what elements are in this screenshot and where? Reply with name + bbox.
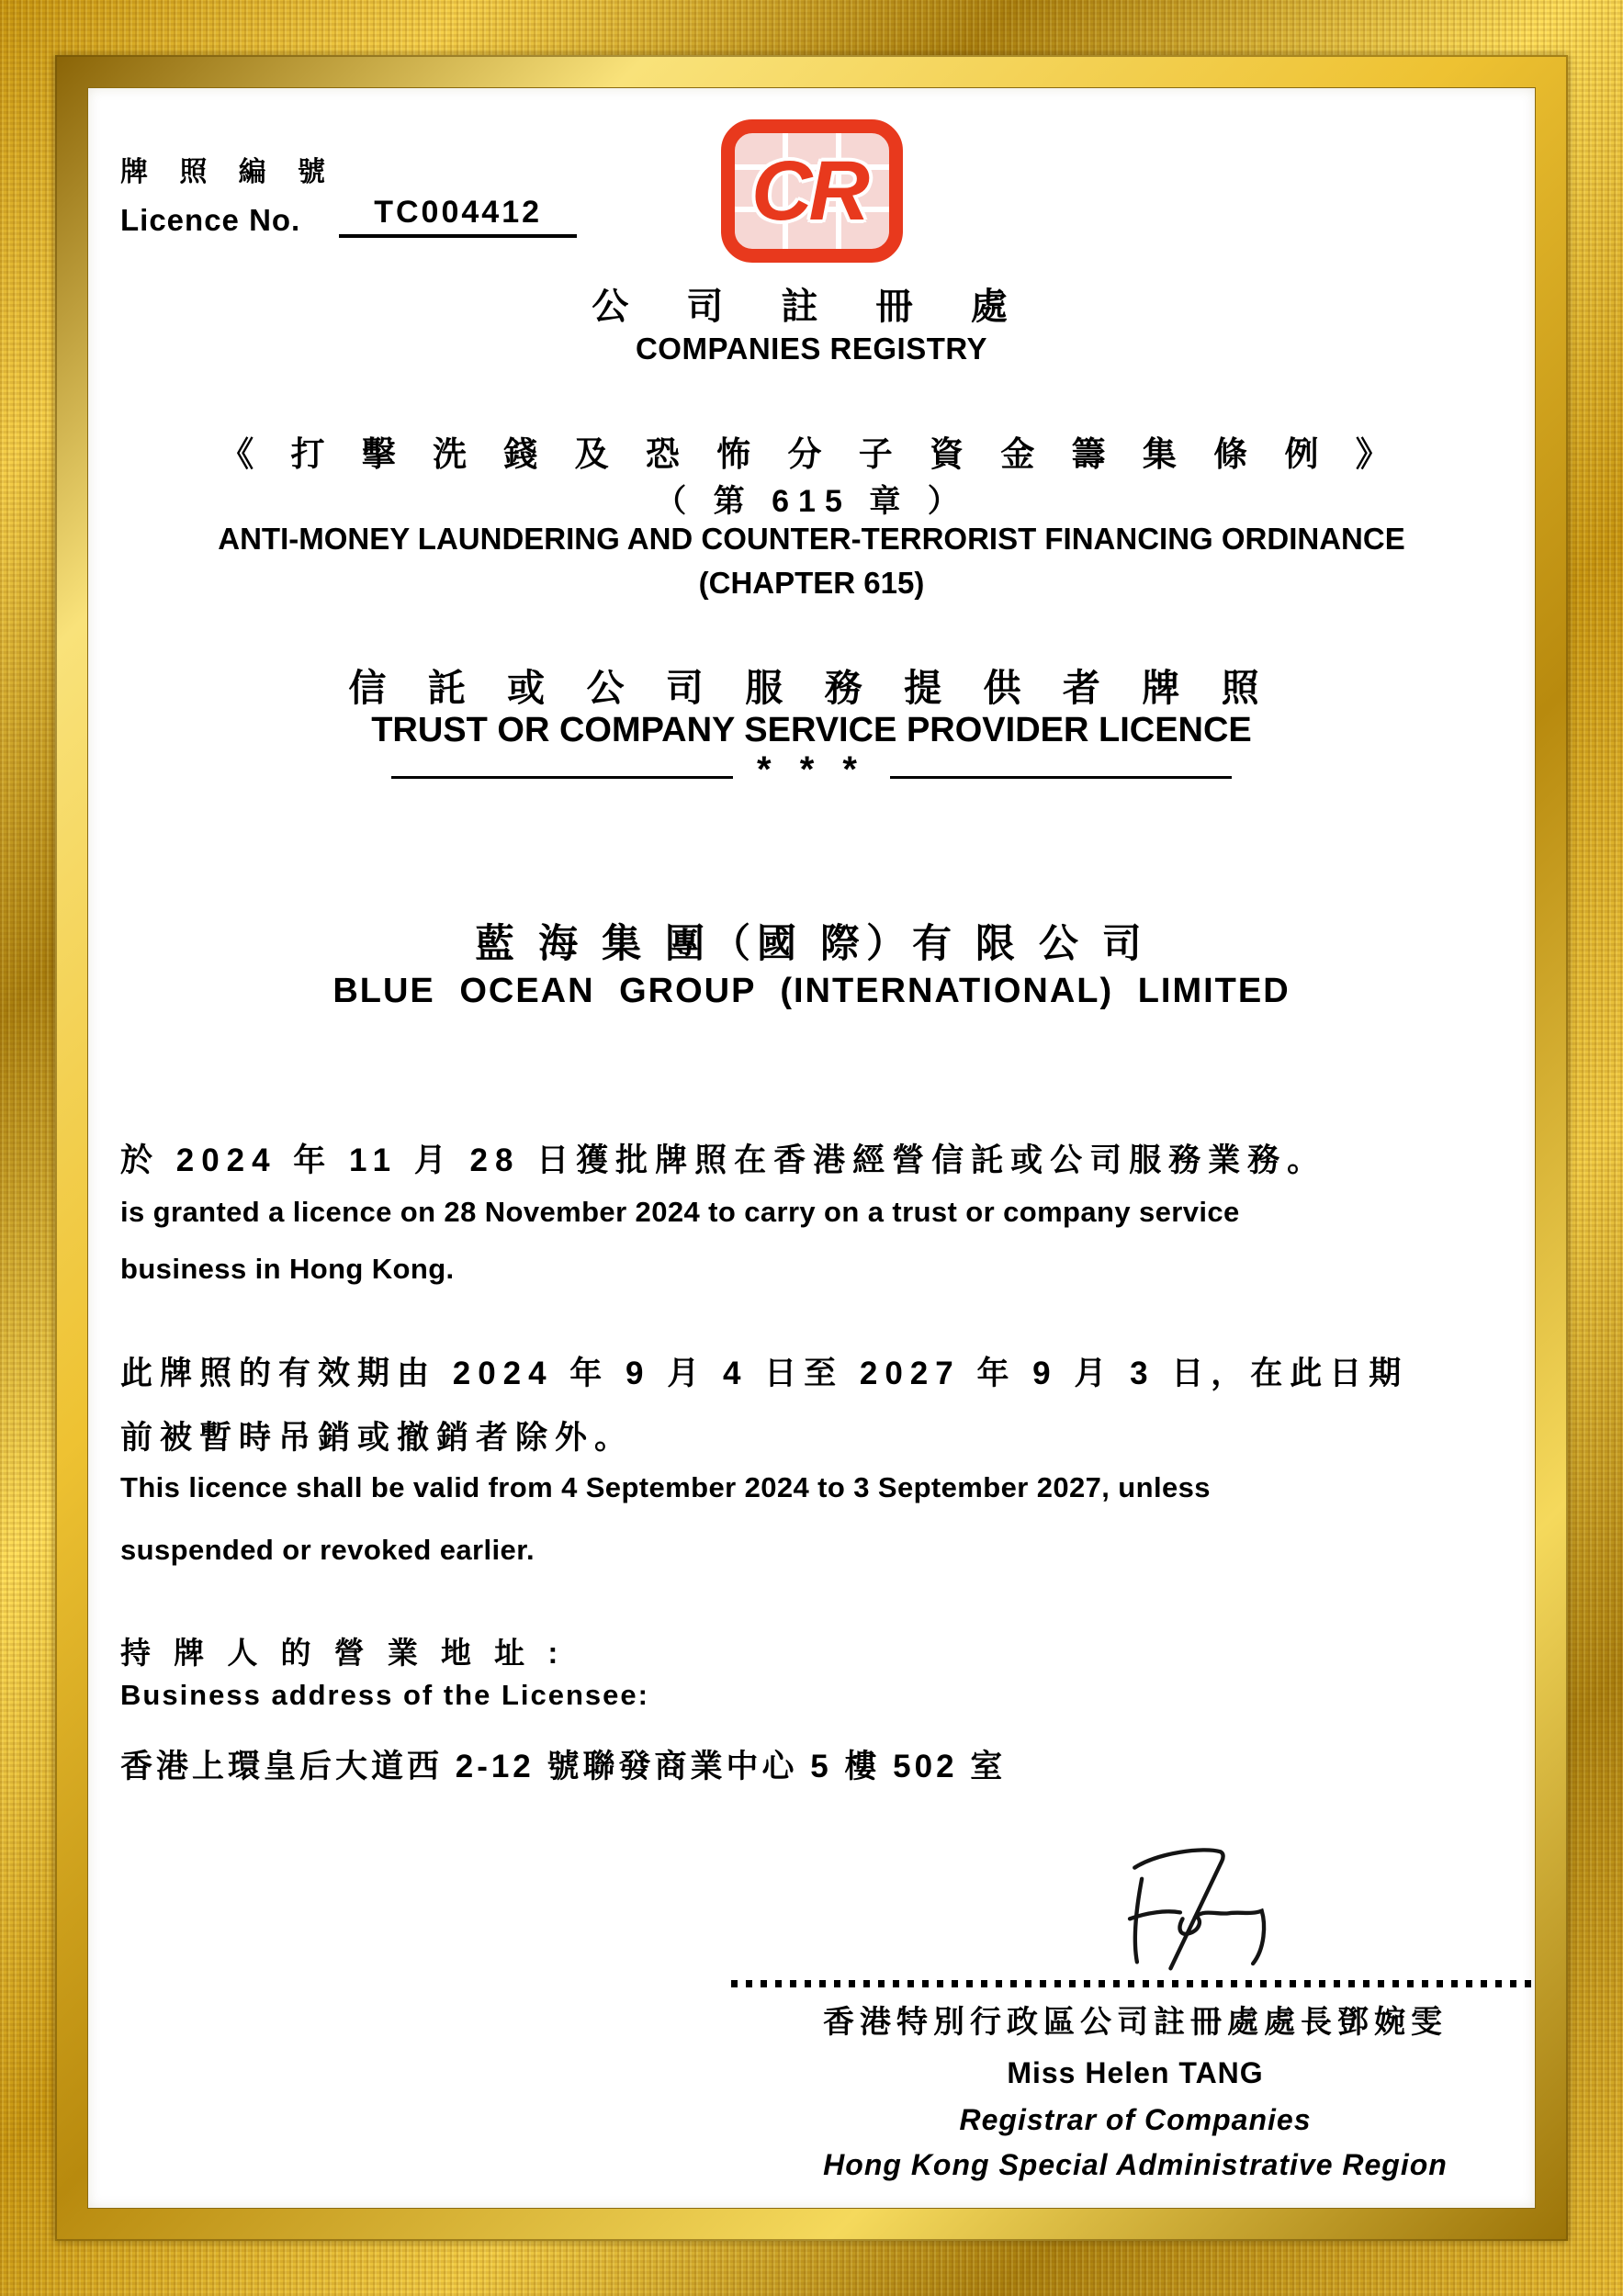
signature-image — [1085, 1840, 1287, 1976]
licence-number-label-zh: 牌 照 編 號 — [120, 157, 338, 187]
divider-line-left — [391, 776, 733, 779]
registrar-region: Hong Kong Special Administrative Region — [823, 2148, 1448, 2181]
signatory-block — [731, 1840, 1539, 2182]
licence-title-en: TRUST OR COMPANY SERVICE PROVIDER LICENCE — [371, 711, 1252, 749]
ordinance-chapter-zh-open: （ 第 — [655, 484, 754, 519]
registrar-title-zh: 香港特別行政區公司註冊處處長鄧婉雯 — [823, 2005, 1448, 2040]
validity-paragraph-zh-line2: 前被暫時吊銷或撤銷者除外。 — [120, 1420, 635, 1456]
signature-dotted-line — [731, 1980, 1539, 1987]
validity-paragraph-zh-line1: 此牌照的有效期由 2024 年 9 月 4 日至 2027 年 9 月 3 日，在此日期 — [120, 1356, 1409, 1391]
validity-paragraph-en-line2: suspended or revoked earlier. — [120, 1534, 535, 1566]
companies-registry-logo — [721, 119, 903, 263]
licensee-name-en: BLUE OCEAN GROUP (INTERNATIONAL) LIMITED — [332, 972, 1291, 1010]
registrar-role: Registrar of Companies — [959, 2103, 1312, 2136]
divider-line-right — [890, 776, 1232, 779]
ordinance-title-en: ANTI-MONEY LAUNDERING AND COUNTER-TERRORIST FINANCING ORDINANCE — [218, 522, 1405, 556]
registry-name-en: COMPANIES REGISTRY — [635, 332, 988, 366]
certificate-page — [87, 87, 1536, 2209]
licence-number-block — [120, 149, 577, 238]
licensee-name-zh: 藍 海 集 團（國 際）有 限 公 司 — [475, 922, 1148, 966]
ordinance-chapter-number: 615 — [772, 484, 851, 519]
ordinance-title-zh: 《 打 擊 洗 錢 及 恐 怖 分 子 資 金 籌 集 條 例 》 — [220, 435, 1403, 473]
grant-paragraph-zh: 於 2024 年 11 月 28 日獲批牌照在香港經營信託或公司服務業務。 — [120, 1142, 1327, 1178]
grant-paragraph-en-line1: is granted a licence on 28 November 2024 to carry on a trust or company service — [120, 1196, 1240, 1228]
ordinance-chapter-en: (CHAPTER 615) — [698, 566, 925, 600]
address-label-zh: 持 牌 人 的 營 業 地 址 : — [120, 1636, 566, 1670]
registrar-name: Miss Helen TANG — [1007, 2056, 1264, 2089]
title-divider — [88, 749, 1535, 798]
licence-number-label-en: Licence No. — [120, 203, 301, 237]
licence-title-zh: 信 託 或 公 司 服 務 提 供 者 牌 照 — [348, 667, 1275, 709]
registry-name-zh: 公 司 註 冊 處 — [592, 287, 1031, 327]
address-value: 香港上環皇后大道西 2-12 號聯發商業中心 5 樓 502 室 — [120, 1749, 1007, 1784]
cr-logo-icon: CR — [751, 144, 866, 238]
divider-stars: * * * — [757, 749, 866, 790]
address-label-en: Business address of the Licensee: — [120, 1679, 649, 1711]
licence-number-value: TC004412 — [339, 195, 577, 238]
grant-paragraph-en-line2: business in Hong Kong. — [120, 1253, 455, 1285]
ordinance-chapter-zh-close: 章 ） — [869, 484, 968, 519]
validity-paragraph-en-line1: This licence shall be valid from 4 September 2024 to 3 September 2027, unless — [120, 1471, 1211, 1503]
ordinance-chapter-zh — [88, 476, 1535, 521]
